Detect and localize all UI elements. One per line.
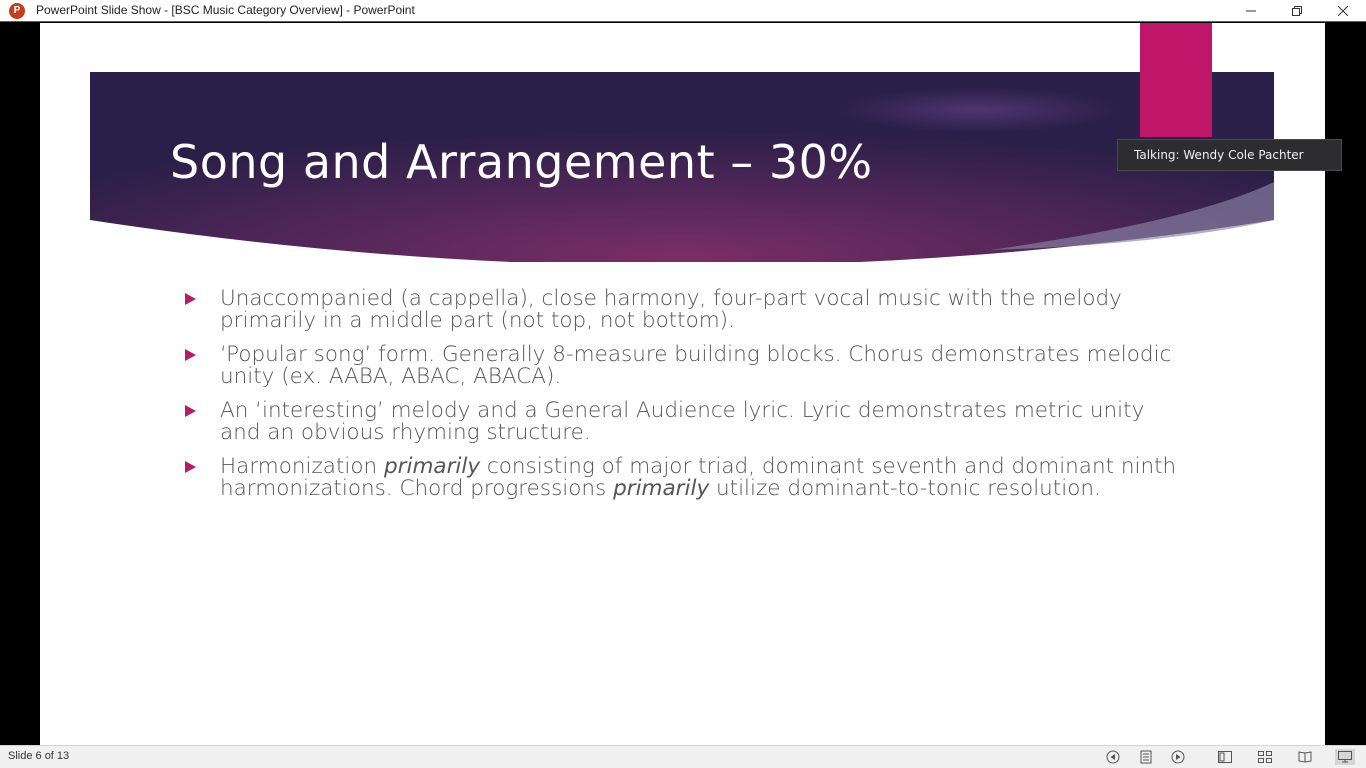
- close-button[interactable]: [1320, 0, 1366, 22]
- slide-menu-button[interactable]: [1137, 749, 1155, 765]
- bullet-arrow-icon: [185, 293, 196, 305]
- accent-tab: [1140, 23, 1212, 137]
- minimize-icon: [1246, 6, 1256, 16]
- list-item: Harmonization primarily consisting of major triad, dominant seventh and dominant ninth harmonizations. Chord progressions primarily utilize dominant-to-tonic resolution.: [185, 456, 1185, 500]
- normal-view-button[interactable]: [1216, 749, 1234, 765]
- status-bar: [0, 745, 1366, 768]
- slide-show-icon: [1338, 751, 1352, 763]
- slide-sorter-button[interactable]: [1256, 749, 1274, 765]
- close-icon: [1338, 6, 1348, 16]
- slide-title: Song and Arrangement – 30%: [170, 135, 873, 189]
- reading-view-icon: [1298, 751, 1312, 763]
- window-title-bar: [0, 0, 1366, 22]
- list-item: An ‘interesting’ melody and a General Audience lyric. Lyric demonstrates metric unity and an obvious rhyming structure.: [185, 400, 1185, 444]
- next-slide-button[interactable]: [1169, 749, 1187, 765]
- talking-indicator: Talking: Wendy Cole Pachter: [1117, 139, 1342, 171]
- reading-view-button[interactable]: [1296, 749, 1314, 765]
- previous-icon: [1106, 750, 1120, 764]
- slide[interactable]: [40, 23, 1325, 745]
- previous-slide-button[interactable]: [1104, 749, 1122, 765]
- window-title: PowerPoint Slide Show - [BSC Music Category Overview] - PowerPoint: [36, 3, 415, 17]
- bullet-list: [185, 288, 1185, 512]
- restore-button[interactable]: [1274, 0, 1320, 22]
- bullet-arrow-icon: [185, 405, 196, 417]
- bullet-arrow-icon: [185, 461, 196, 473]
- minimize-button[interactable]: [1228, 0, 1274, 22]
- normal-view-icon: [1218, 751, 1232, 763]
- slide-sorter-icon: [1258, 751, 1272, 763]
- restore-icon: [1292, 6, 1302, 16]
- menu-icon: [1140, 750, 1152, 764]
- bullet-arrow-icon: [185, 349, 196, 361]
- next-icon: [1171, 750, 1185, 764]
- list-item: ‘Popular song’ form. Generally 8-measure building blocks. Chorus demonstrates melodic unity (ex. AABA, ABAC, ABACA).: [185, 344, 1185, 388]
- slide-show-button[interactable]: [1335, 749, 1355, 765]
- powerpoint-icon: P: [9, 3, 25, 19]
- list-item: Unaccompanied (a cappella), close harmony, four-part vocal music with the melody primarily in a middle part (not top, not bottom).: [185, 288, 1185, 332]
- slide-counter: Slide 6 of 13: [8, 750, 70, 762]
